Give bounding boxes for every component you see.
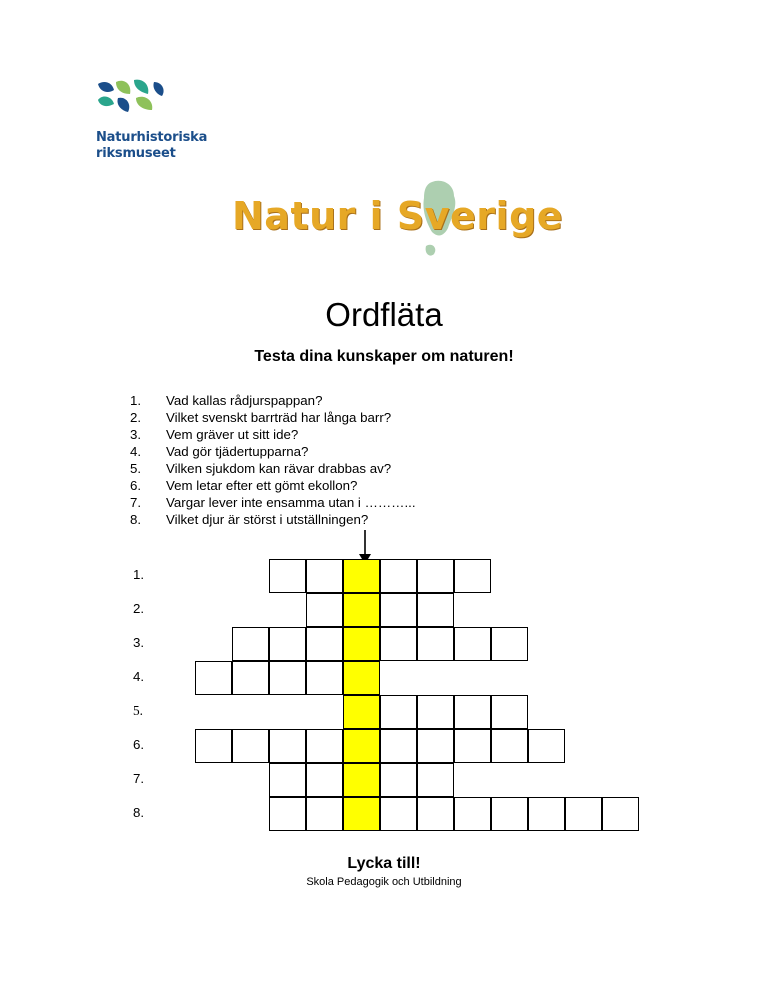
question-text: Vilket djur är störst i utställningen? [166, 512, 369, 527]
letter-cell[interactable] [306, 593, 343, 627]
letter-cell[interactable] [380, 627, 417, 661]
footer-title: Lycka till! [347, 855, 421, 872]
question-text: Vem gräver ut sitt ide? [166, 427, 299, 442]
letter-cell[interactable] [306, 763, 343, 797]
key-letter-cell[interactable] [343, 729, 380, 763]
row-label: 3. [133, 635, 145, 650]
question-list [130, 392, 416, 528]
letter-cell[interactable] [232, 627, 269, 661]
letter-cell[interactable] [454, 729, 491, 763]
letter-cell[interactable] [417, 627, 454, 661]
question-item [130, 477, 416, 494]
museum-name-line-1: Naturhistoriska [96, 130, 208, 145]
question-item [130, 443, 416, 460]
row-label: 5. [133, 703, 143, 718]
letter-cell[interactable] [417, 797, 454, 831]
page-title: Ordfläta [325, 296, 443, 333]
letter-cell[interactable] [491, 729, 528, 763]
letter-cell[interactable] [491, 695, 528, 729]
letter-cell[interactable] [454, 695, 491, 729]
letter-cell[interactable] [380, 593, 417, 627]
question-number: 7. [130, 495, 142, 510]
museum-name [96, 130, 207, 162]
question-text: Vilket svenskt barrträd har långa barr? [166, 410, 392, 425]
letter-cell[interactable] [232, 729, 269, 763]
question-text: Vilken sjukdom kan rävar drabbas av? [166, 461, 392, 476]
letter-cell[interactable] [269, 559, 306, 593]
letter-cell[interactable] [454, 797, 491, 831]
museum-logo-mark-icon [94, 76, 174, 126]
letter-cell[interactable] [417, 593, 454, 627]
row-label: 4. [133, 669, 145, 684]
letter-cell[interactable] [195, 729, 232, 763]
letter-cell[interactable] [269, 797, 306, 831]
page-subtitle: Testa dina kunskaper om naturen! [254, 348, 514, 365]
question-item [130, 426, 416, 443]
letter-cell[interactable] [528, 729, 565, 763]
letter-cell[interactable] [269, 763, 306, 797]
row-label: 1. [133, 567, 145, 582]
key-letter-cell[interactable] [343, 559, 380, 593]
question-number: 3. [130, 427, 142, 442]
letter-cell[interactable] [565, 797, 602, 831]
letter-cell[interactable] [491, 797, 528, 831]
letter-cell[interactable] [417, 695, 454, 729]
letter-cell[interactable] [380, 729, 417, 763]
key-letter-cell[interactable] [343, 627, 380, 661]
letter-cell[interactable] [269, 661, 306, 695]
question-item [130, 494, 416, 511]
letter-cell[interactable] [417, 763, 454, 797]
letter-cell[interactable] [417, 729, 454, 763]
museum-logo [94, 76, 214, 126]
letter-cell[interactable] [380, 763, 417, 797]
letter-cell[interactable] [454, 627, 491, 661]
row-label: 6. [133, 737, 145, 752]
key-letter-cell[interactable] [343, 797, 380, 831]
key-letter-cell[interactable] [343, 661, 380, 695]
key-letter-cell[interactable] [343, 695, 380, 729]
letter-cell[interactable] [380, 695, 417, 729]
museum-name-line-2: riksmuseet [96, 146, 176, 161]
footer-subtitle: Skola Pedagogik och Utbildning [306, 876, 462, 888]
letter-cell[interactable] [306, 797, 343, 831]
letter-cell[interactable] [417, 559, 454, 593]
question-item [130, 511, 416, 528]
question-item [130, 409, 416, 426]
question-item [130, 460, 416, 477]
question-number: 1. [130, 393, 142, 408]
banner-title: Natur i Sverige [232, 194, 564, 238]
question-item [130, 392, 416, 409]
question-number: 4. [130, 444, 142, 459]
row-label: 8. [133, 805, 145, 820]
key-letter-cell[interactable] [343, 593, 380, 627]
letter-cell[interactable] [306, 661, 343, 695]
row-label: 2. [133, 601, 145, 616]
letter-cell[interactable] [602, 797, 639, 831]
letter-cell[interactable] [269, 729, 306, 763]
letter-cell[interactable] [380, 797, 417, 831]
letter-cell[interactable] [306, 627, 343, 661]
question-number: 8. [130, 512, 142, 527]
question-text: Vad gör tjädertupparna? [166, 444, 309, 459]
letter-cell[interactable] [195, 661, 232, 695]
question-number: 2. [130, 410, 142, 425]
letter-cell[interactable] [380, 559, 417, 593]
letter-cell[interactable] [528, 797, 565, 831]
letter-cell[interactable] [454, 559, 491, 593]
letter-cell[interactable] [306, 559, 343, 593]
question-text: Vad kallas rådjurspappan? [166, 393, 323, 408]
question-text: Vem letar efter ett gömt ekollon? [166, 478, 358, 493]
question-text: Vargar lever inte ensamma utan i ………... [166, 495, 416, 510]
letter-cell[interactable] [269, 627, 306, 661]
letter-cell[interactable] [306, 729, 343, 763]
letter-cell[interactable] [491, 627, 528, 661]
letter-cell[interactable] [232, 661, 269, 695]
question-number: 6. [130, 478, 142, 493]
row-label: 7. [133, 771, 145, 786]
key-letter-cell[interactable] [343, 763, 380, 797]
question-number: 5. [130, 461, 142, 476]
natur-i-sverige-banner [232, 176, 564, 266]
